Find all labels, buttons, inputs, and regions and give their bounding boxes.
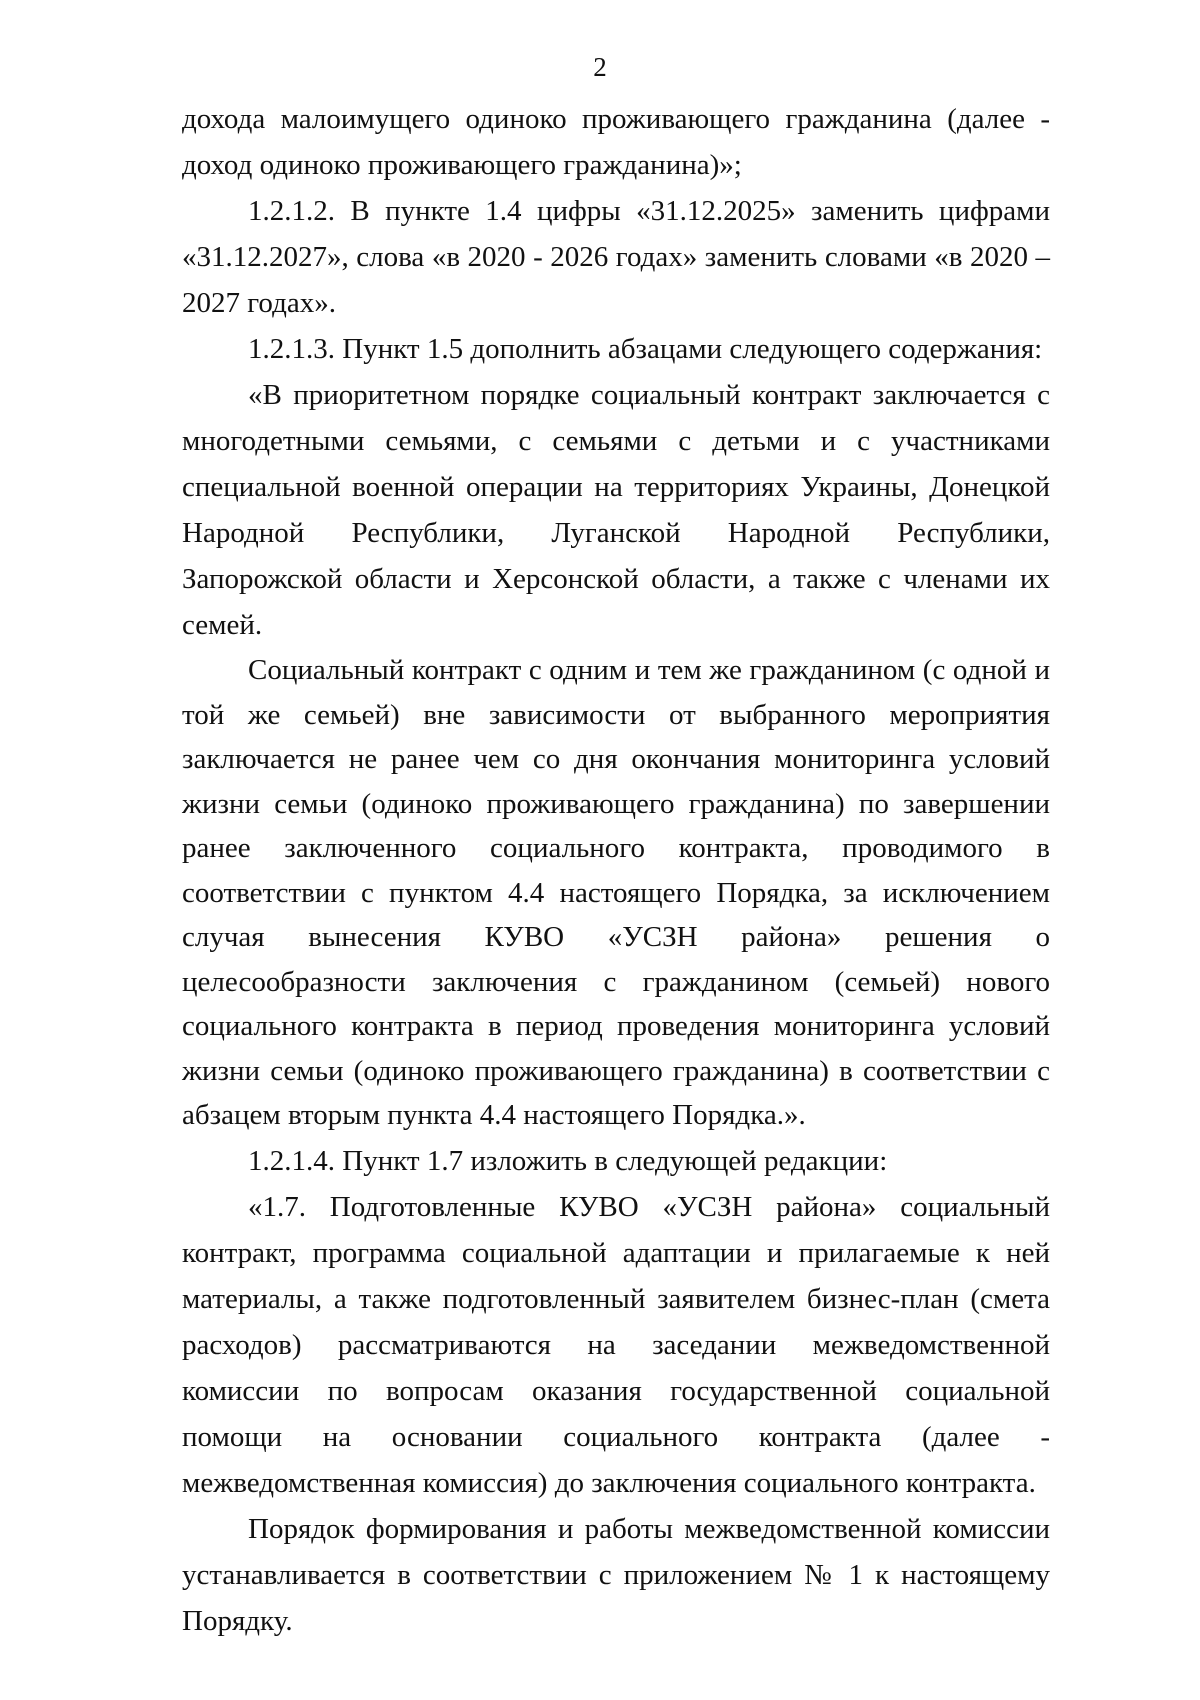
paragraph-1-7: «1.7. Подготовленные КУВО «УСЗН района» социальный контракт, программа социальной адаптации и прилагаемые к ней материалы, а также подготовленный заявителем бизнес-план (смета расходов) рассматриваются на заседании межведомственной комиссии по вопросам оказания государственной социальной помощи на основании социального контракта (далее - межведомственная комиссия) до заключения социального контракта. bbox=[182, 1190, 1050, 1499]
paragraph-1-2-1-3: 1.2.1.3. Пункт 1.5 дополнить абзацами следующего содержания: bbox=[248, 333, 1043, 365]
paragraph-priority-contract: «В приоритетном порядке социальный контракт заключается с многодетными семьями, с семьями с детьми и с участниками специальной военной операции на территориях Украины, Донецкой Народной Республики, Луганской Народной Республики, Запорожской области и Херсонской области, а также с членами их семей. bbox=[182, 379, 1050, 641]
paragraph-commission-order: Порядок формирования и работы межведомственной комиссии устанавливается в соответствии с приложением № 1 к настоящему Порядку. bbox=[182, 1512, 1050, 1637]
paragraph-1-2-1-2: 1.2.1.2. В пункте 1.4 цифры «31.12.2025» заменить цифрами «31.12.2027», слова «в 2020 - 2026 годах» заменить словами «в 2020 – 2027 годах». bbox=[182, 195, 1050, 319]
document-body bbox=[182, 96, 1050, 1644]
paragraph-continuation: дохода малоимущего одиноко проживающего гражданина (далее - доход одиноко проживающего гражданина)»; bbox=[182, 103, 1050, 181]
paragraph-repeat-contract: Социальный контракт с одним и тем же гражданином (с одной и той же семьей) вне зависимости от выбранного мероприятия заключается не ранее чем со дня окончания мониторинга условий жизни семьи (одиноко проживающего гражданина) по завершении ранее заключенного социального контракта, проводимого в соответствии с пунктом 4.4 настоящего Порядка, за исключением случая вынесения КУВО «УСЗН района» решения о целесообразности заключения с гражданином (семьей) нового социального контракта в период проведения мониторинга условий жизни семьи (одиноко проживающего гражданина) в соответствии с абзацем вторым пункта 4.4 настоящего Порядка.». bbox=[182, 654, 1050, 1131]
page-number: 2 bbox=[593, 52, 607, 82]
paragraph-1-2-1-4: 1.2.1.4. Пункт 1.7 изложить в следующей редакции: bbox=[248, 1144, 888, 1177]
